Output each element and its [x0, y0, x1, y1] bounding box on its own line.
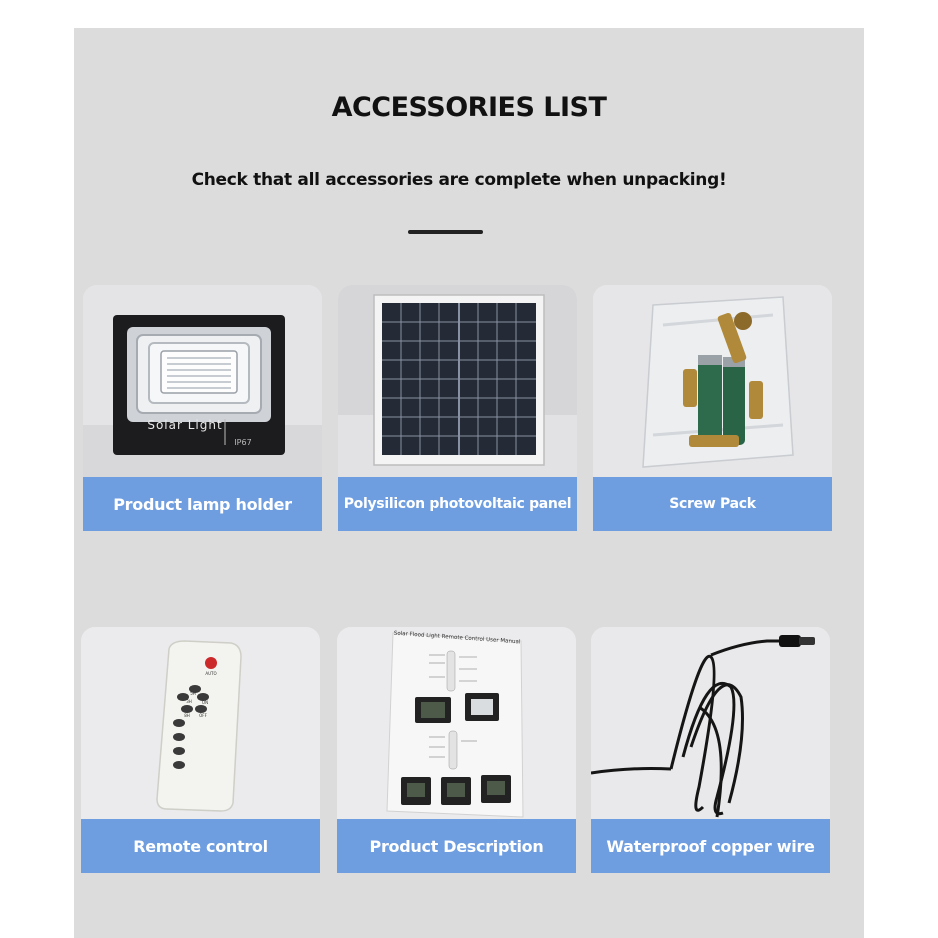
page-title: ACCESSORIES LIST — [331, 92, 607, 123]
accessory-label: Waterproof copper wire — [591, 819, 830, 873]
user-manual-icon — [337, 627, 576, 819]
accessory-label: Product Description — [337, 819, 576, 873]
accessory-label: Polysilicon photovoltaic panel — [338, 477, 577, 531]
lamp-rating-text: IP67 — [234, 438, 252, 447]
remote-key-label: 3H — [186, 699, 192, 704]
remote-key-label: OFF — [199, 713, 207, 718]
remote-key-label: AUTO — [205, 671, 217, 676]
solar-panel-icon — [338, 285, 577, 477]
remote-control-icon — [81, 627, 320, 819]
accessory-label: Remote control — [81, 819, 320, 873]
cable-icon — [591, 627, 830, 819]
manual-heading: Solar Flood Light Remote Control User Manual — [393, 630, 521, 646]
accessory-card-solar-panel — [338, 285, 577, 531]
accessory-card-screw-pack — [593, 285, 832, 531]
accessory-label: Screw Pack — [593, 477, 832, 531]
screw-pack-icon — [593, 285, 832, 477]
remote-key-label: 8H — [184, 713, 190, 718]
accessory-label: Product lamp holder — [83, 477, 322, 531]
solar-floodlight-icon — [83, 285, 322, 477]
accessory-card-wire — [591, 627, 830, 873]
accessory-card-lamp-holder — [83, 285, 322, 531]
page-subtitle: Check that all accessories are complete when unpacking! — [191, 170, 727, 190]
remote-key-label: 5H — [190, 691, 196, 696]
accessory-card-remote — [81, 627, 320, 873]
accessory-card-manual — [337, 627, 576, 873]
title-divider — [408, 230, 483, 234]
lamp-brand-text: Solar Light — [147, 418, 223, 432]
remote-key-label: ON — [201, 700, 209, 705]
